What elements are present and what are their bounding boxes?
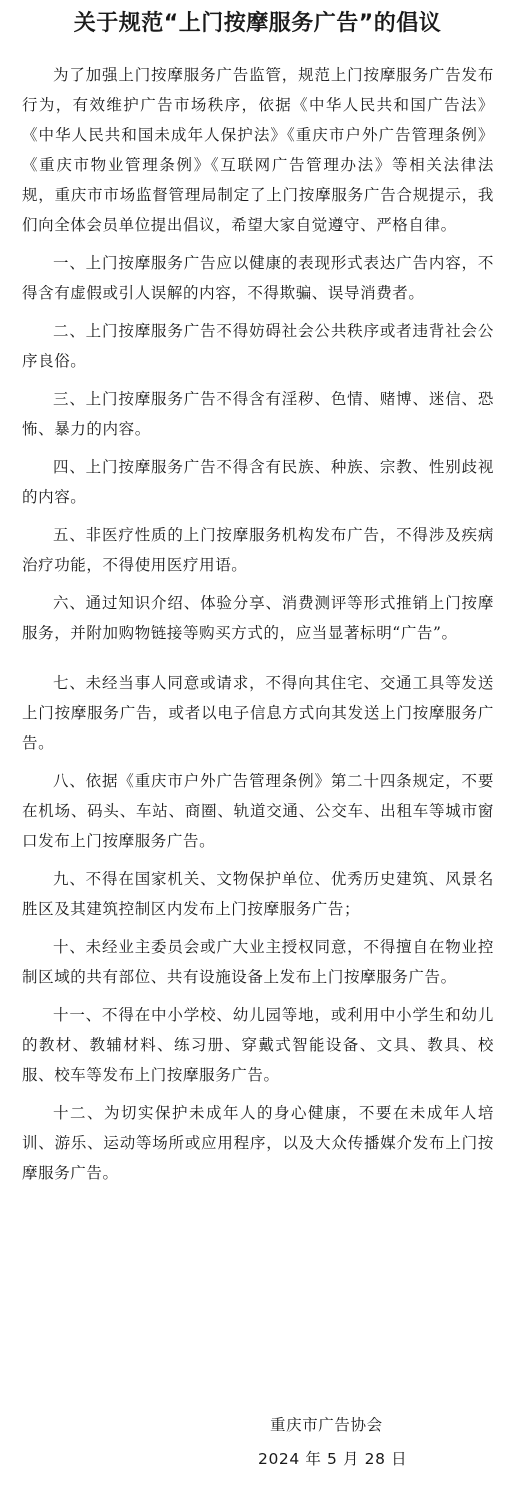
article-7-paragraph: 七、未经当事人同意或请求，不得向其住宅、交通工具等发送上门按摩服务广告，或者以电子信息方式向其发送上门按摩服务广告。 [22, 674, 494, 752]
article-11-paragraph: 十一、不得在中小学校、幼儿园等地，或利用中小学生和幼儿的教材、教辅材料、练习册、穿戴式智能设备、文具、教具、校服、校车等发布上门按摩服务广告。 [22, 1006, 494, 1084]
document-title: 关于规范“上门按摩服务广告”的倡议 [73, 11, 442, 36]
article-9-paragraph: 九、不得在国家机关、文物保护单位、优秀历史建筑、风景名胜区及其建筑控制区内发布上门按摩服务广告； [22, 870, 494, 918]
article-2-paragraph: 二、上门按摩服务广告不得妨碍社会公共秩序或者违背社会公序良俗。 [22, 322, 494, 370]
article-3-paragraph: 三、上门按摩服务广告不得含有淫秽、色情、赌博、迷信、恐怖、暴力的内容。 [22, 390, 494, 438]
intro-paragraph: 为了加强上门按摩服务广告监管，规范上门按摩服务广告发布行为，有效维护广告市场秩序，依据《中华人民共和国广告法》《中华人民共和国未成年人保护法》《重庆市户外广告管理条例》《重庆市物业管理条例》《互联网广告管理办法》等相关法律法规，重庆市市场监督管理局制定了上门按摩服务广告合规提示，我们向全体会员单位提出倡议，希望大家自觉遵守、严格自律。 [22, 66, 494, 234]
article-8-paragraph: 八、依据《重庆市户外广告管理条例》第二十四条规定，不要在机场、码头、车站、商圈、轨道交通、公交车、出租车等城市窗口发布上门按摩服务广告。 [22, 772, 494, 850]
article-1-paragraph: 一、上门按摩服务广告应以健康的表现形式表达广告内容，不得含有虚假或引人误解的内容，不得欺骗、误导消费者。 [22, 254, 494, 302]
document-body [22, 60, 494, 1188]
article-10-paragraph: 十、未经业主委员会或广大业主授权同意，不得擅自在物业控制区域的共有部位、共有设施设备上发布上门按摩服务广告。 [22, 938, 494, 986]
article-5-paragraph: 五、非医疗性质的上门按摩服务机构发布广告，不得涉及疾病治疗功能，不得使用医疗用语。 [22, 526, 494, 574]
article-6-paragraph: 六、通过知识介绍、体验分享、消费测评等形式推销上门按摩服务，并附加购物链接等购买方式的，应当显著标明“广告”。 [22, 594, 494, 642]
article-12-paragraph: 十二、为切实保护未成年人的身心健康，不要在未成年人培训、游乐、运动等场所或应用程序，以及大众传播媒介发布上门按摩服务广告。 [22, 1104, 494, 1182]
signature-organization: 重庆市广告协会 [270, 1416, 383, 1434]
article-4-paragraph: 四、上门按摩服务广告不得含有民族、种族、宗教、性别歧视的内容。 [22, 458, 494, 506]
signature-date: 2024 年 5 月 28 日 [258, 1450, 408, 1468]
